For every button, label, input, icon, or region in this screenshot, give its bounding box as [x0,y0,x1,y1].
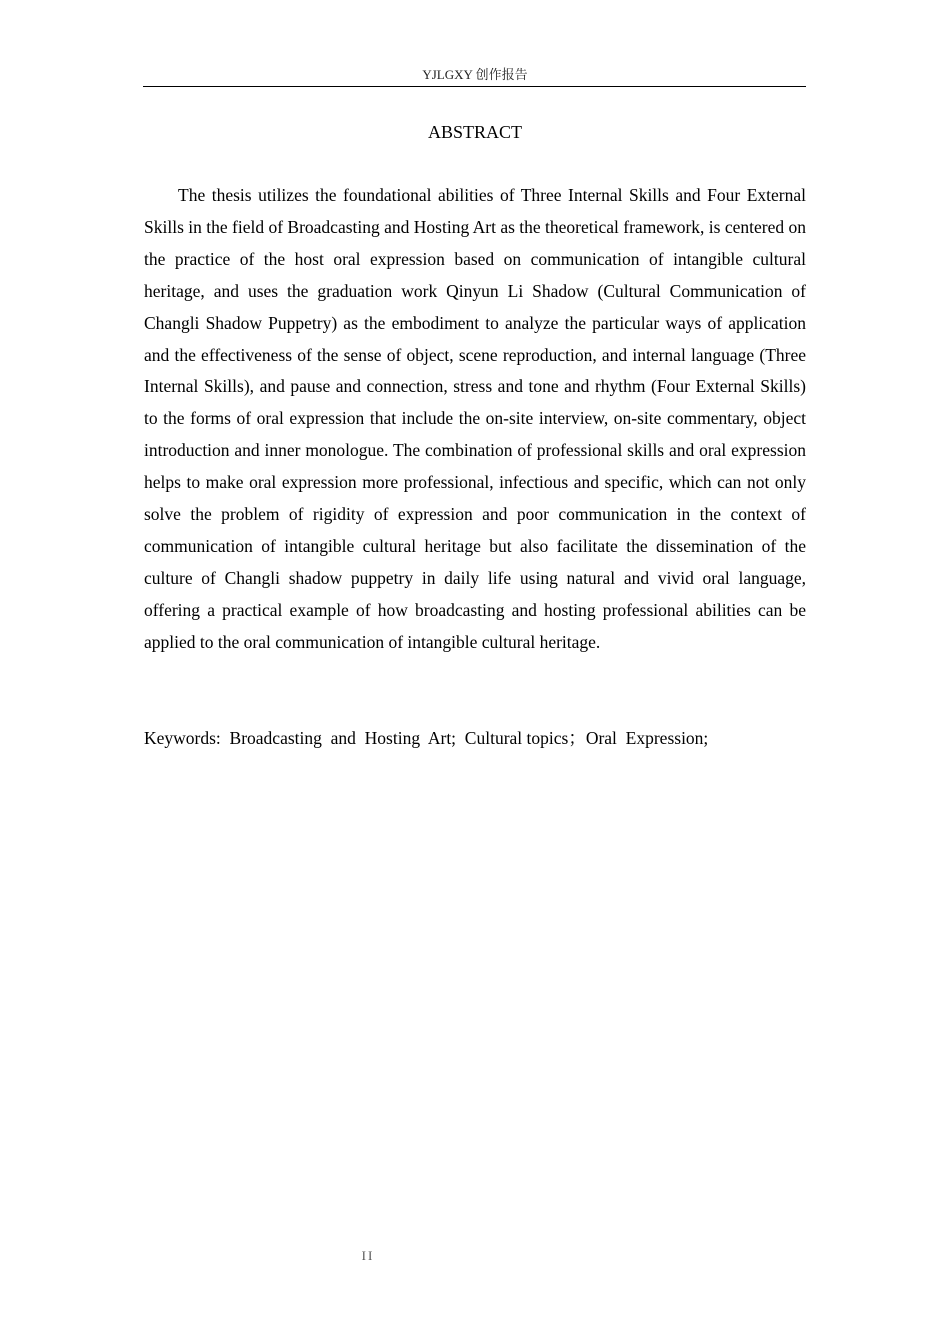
running-header: YJLGXY 创作报告 [422,67,528,82]
page-number: II [361,1248,375,1263]
abstract-body: The thesis utilizes the foundational abilities of Three Internal Skills and Four External Skills in the field of Broadcasting and Hosting Art as the theoretical framework, is centered on the practice of the host oral expression based on communication of intangible cultural heritage, and uses the graduation work Qinyun Li Shadow (Cultural Communication of Changli Shadow Puppetry) as the embodiment to analyze the particular ways of application and the effectiveness of the sense of object, scene reproduction, and internal language (Three Internal Skills), and pause and connection, stress and tone and rhythm (Four External Skills) to the forms of oral expression that include the on-site interview, on-site commentary, object introduction and inner monologue. The combination of professional skills and oral expression helps to make oral expression more professional, infectious and specific, which can not only solve the problem of rigidity of expression and poor communication in the context of communication of intangible cultural heritage but also facilitate the dissemination of the culture of Changli shadow puppetry in daily life using natural and vivid oral language, offering a practical example of how broadcasting and hosting professional abilities can be applied to the oral communication of intangible cultural heritage. [144,185,806,652]
header-divider [143,86,806,87]
page-title: ABSTRACT [427,122,523,142]
keywords-line: Keywords: Broadcasting and Hosting Art; Cultural topics；Oral Expression; [144,728,709,748]
